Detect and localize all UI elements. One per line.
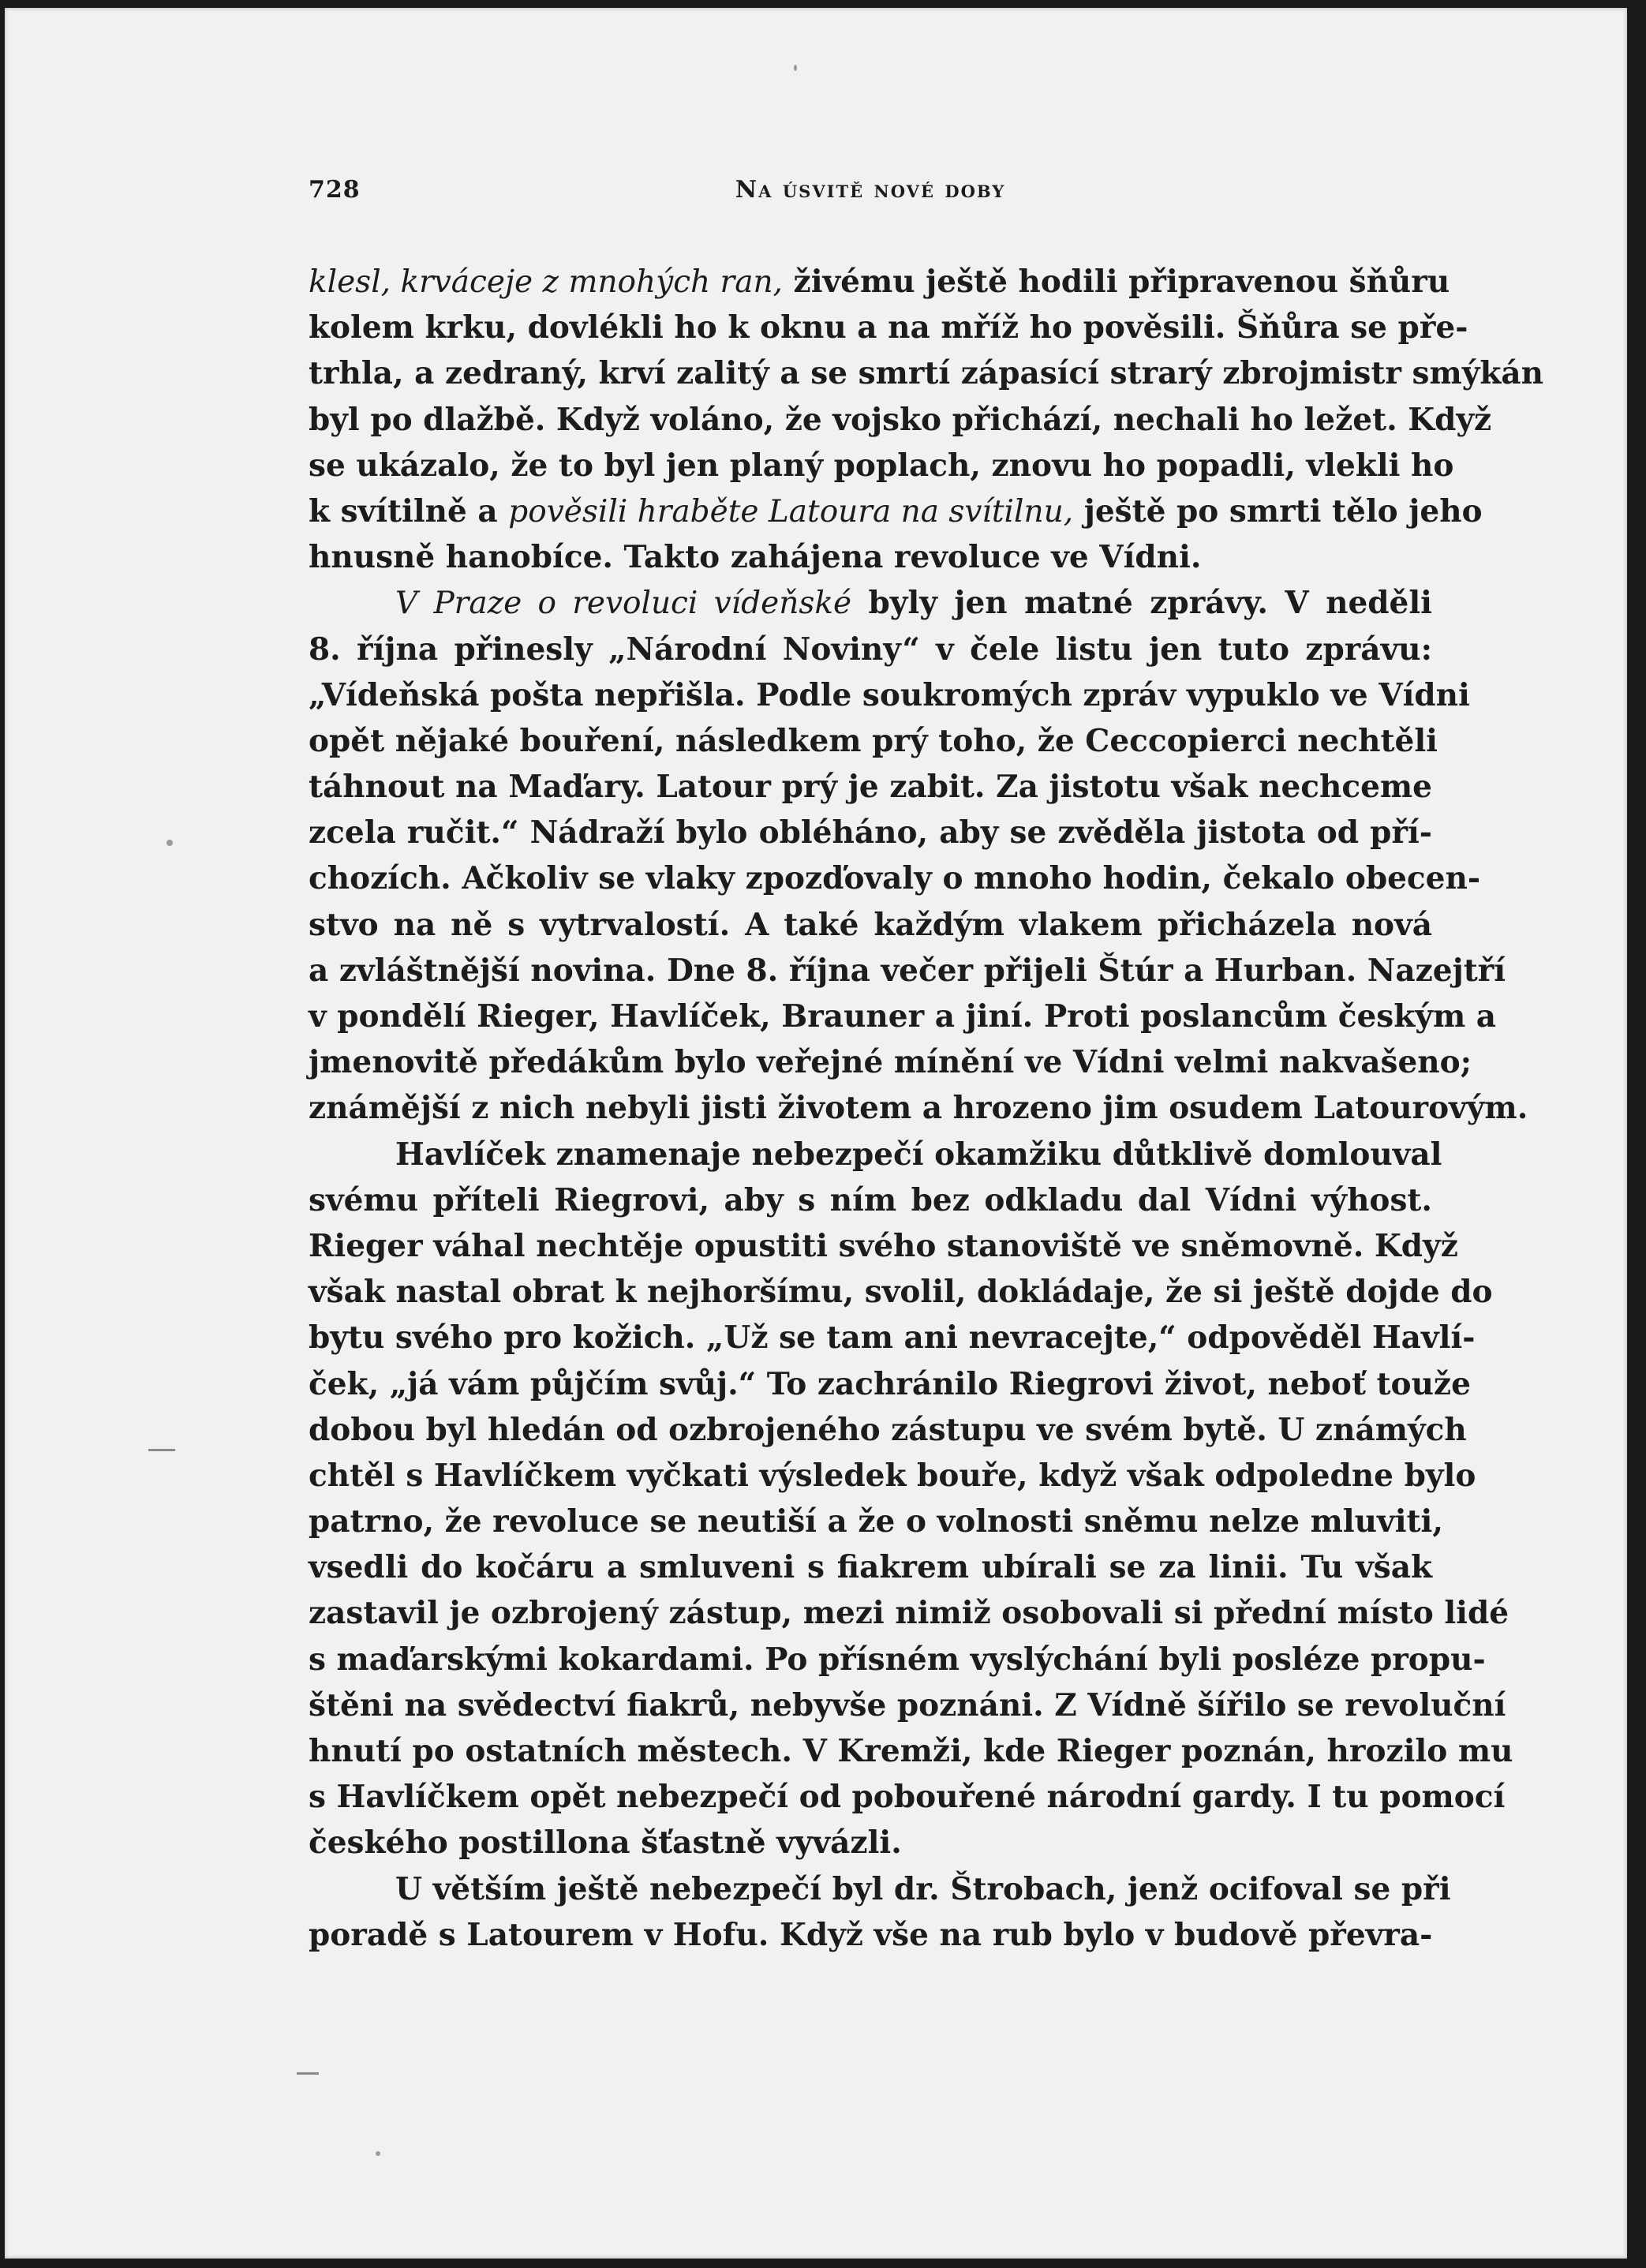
line-text: a zvláštnější novina. Dne 8. října večer přijeli Štúr a Hurban. Nazejtří <box>309 952 1506 989</box>
text-line <box>309 488 1483 534</box>
text-line <box>309 305 1468 350</box>
line-text: chtěl s Havlíčkem vyčkati výsledek bouře, když však odpoledne bylo <box>309 1457 1476 1494</box>
scan-mark <box>148 1449 175 1451</box>
scan-speck <box>376 2151 380 2156</box>
text-line <box>309 1820 1432 1866</box>
page-number: 728 <box>309 176 361 204</box>
running-title: Na úsvitě nové doby <box>735 176 1006 204</box>
text-line <box>309 1912 1432 1958</box>
text-line <box>309 1728 1513 1774</box>
text-line <box>309 1866 1451 1912</box>
line-text: svému příteli Riegrovi, aby s ním bez odkladu dal Vídni výhost. <box>309 1181 1432 1218</box>
line-text: U větším ještě nebezpečí byl dr. Štrobach, jenž ocifoval se při <box>395 1870 1451 1907</box>
text-line <box>309 580 1432 626</box>
line-text: stvo na ně s vytrvalostí. A také každým vlakem přicházela nová <box>309 906 1432 943</box>
line-text: byly jen matné zprávy. V neděli <box>851 585 1432 622</box>
line-text: štěni na svědectví fiakrů, nebyvše poznáni. Z Vídně šířilo se revoluční <box>309 1686 1506 1723</box>
text-line <box>309 1637 1486 1682</box>
text-line <box>309 259 1450 305</box>
text-line <box>309 397 1492 443</box>
text-line <box>309 1085 1528 1131</box>
text-line <box>309 948 1506 994</box>
scan-speck <box>166 840 173 846</box>
text-line <box>309 902 1432 948</box>
line-text: Havlíček znamenaje nebezpečí okamžiku důtklivě domlouval <box>395 1136 1442 1173</box>
text-line <box>309 1407 1467 1453</box>
line-text: ještě po smrti tělo jeho <box>1073 492 1483 530</box>
text-line <box>309 1315 1476 1360</box>
line-text: poradě s Latourem v Hofu. Když vše na rub bylo v budově převra- <box>309 1916 1433 1953</box>
line-text: českého postillona šťastně vyvázli. <box>309 1825 902 1862</box>
italic-text: pověsili hraběte Latoura na svítilnu, <box>508 493 1074 530</box>
line-text: zcela ručit.“ Nádraží bylo obléháno, aby se zvěděla jistota od pří- <box>309 814 1432 851</box>
line-text: opět nějaké bouření, následkem prý toho, že Ceccopierci nechtěli <box>309 722 1438 759</box>
line-text: s Havlíčkem opět nebezpečí od pobouřené národní gardy. I tu pomocí <box>309 1779 1506 1816</box>
line-text: kolem krku, dovlékli ho k oknu a na mříž ho pověsili. Šňůra se pře- <box>309 309 1468 346</box>
scan-mark <box>297 2072 319 2075</box>
line-text: ček, „já vám půjčím svůj.“ To zachránilo Riegrovi život, neboť touže <box>309 1365 1471 1402</box>
text-line <box>309 1132 1442 1177</box>
text-line <box>309 1499 1443 1544</box>
text-line <box>309 1544 1432 1590</box>
text-line <box>309 534 1432 580</box>
line-text: táhnout na Maďary. Latour prý je zabit. Za jistotu však nechceme <box>309 769 1432 806</box>
text-line <box>309 627 1432 672</box>
line-text: hnusně hanobíce. Takto zahájena revoluce ve Vídni. <box>309 539 1202 576</box>
text-line <box>309 1269 1493 1315</box>
line-text: hnutí po ostatních městech. V Kremži, kde Rieger poznán, hrozilo mu <box>309 1733 1513 1769</box>
text-line <box>309 718 1438 764</box>
text-line <box>309 855 1481 901</box>
text-line <box>309 672 1470 718</box>
line-text: s maďarskými kokardami. Po přísném vyslýchání byli posléze propu- <box>309 1641 1486 1678</box>
line-text: byl po dlažbě. Když voláno, že vojsko přichází, nechali ho ležet. Když <box>309 401 1492 438</box>
line-text: se ukázalo, že to byl jen planý poplach, znovu ho popadli, vlekli ho <box>309 447 1454 484</box>
text-line <box>309 443 1454 488</box>
running-header <box>309 176 1432 215</box>
text-line <box>309 1590 1509 1636</box>
book-page <box>5 8 1627 2259</box>
line-text: k svítilně a <box>309 492 509 530</box>
line-text: však nastal obrat k nejhoršímu, svolil, dokládaje, že si ještě dojde do <box>309 1274 1493 1311</box>
line-text: patrno, že revoluce se neutiší a že o volnosti sněmu nelze mluviti, <box>309 1503 1443 1540</box>
text-line <box>309 1223 1458 1269</box>
line-text: 8. října přinesly „Národní Noviny“ v čele listu jen tuto zprávu: <box>309 631 1432 668</box>
italic-text: V Praze o revoluci vídeňské <box>395 586 852 622</box>
line-text: zastavil je ozbrojený zástup, mezi nimiž osobovali si přední místo lidé <box>309 1595 1509 1632</box>
line-text: živému ještě hodili připravenou šňůru <box>782 264 1450 300</box>
line-text: v pondělí Rieger, Havlíček, Brauner a jiní. Proti poslancům českým a <box>309 998 1497 1035</box>
line-text: „Vídeňská pošta nepřišla. Podle soukromých zpráv vypuklo ve Vídni <box>309 676 1470 713</box>
text-line <box>309 994 1497 1039</box>
text-body <box>309 259 1544 1958</box>
text-line <box>309 810 1432 855</box>
line-text: známější z nich nebyli jisti životem a hrozeno jim osudem Latourovým. <box>309 1090 1528 1127</box>
line-text: Rieger váhal nechtěje opustiti svého stanoviště ve sněmovně. Když <box>309 1227 1458 1264</box>
text-line <box>309 1453 1476 1499</box>
line-text: trhla, a zedraný, krví zalitý a se smrtí zápasící strarý zbrojmistr smýkán <box>309 355 1544 392</box>
line-text: dobou byl hledán od ozbrojeného zástupu ve svém bytě. U známých <box>309 1411 1467 1448</box>
text-line <box>309 1682 1506 1728</box>
text-line <box>309 1361 1471 1407</box>
text-line <box>309 1177 1432 1223</box>
line-text: chozích. Ačkoliv se vlaky zpozďovaly o mnoho hodin, čekalo obecen- <box>309 860 1481 897</box>
text-line <box>309 1774 1506 1820</box>
text-line <box>309 1039 1472 1085</box>
scan-speck <box>794 65 797 71</box>
text-line <box>309 764 1432 810</box>
line-text: bytu svého pro kožich. „Už se tam ani nevracejte,“ odpověděl Havlí- <box>309 1319 1476 1357</box>
text-line <box>309 350 1544 396</box>
line-text: jmenovitě předákům bylo veřejné mínění ve Vídni velmi nakvašeno; <box>309 1044 1472 1081</box>
italic-text: klesl, krváceje z mnohých ran, <box>309 264 783 300</box>
line-text: vsedli do kočáru a smluveni s fiakrem ubírali se za linii. Tu však <box>309 1549 1432 1586</box>
